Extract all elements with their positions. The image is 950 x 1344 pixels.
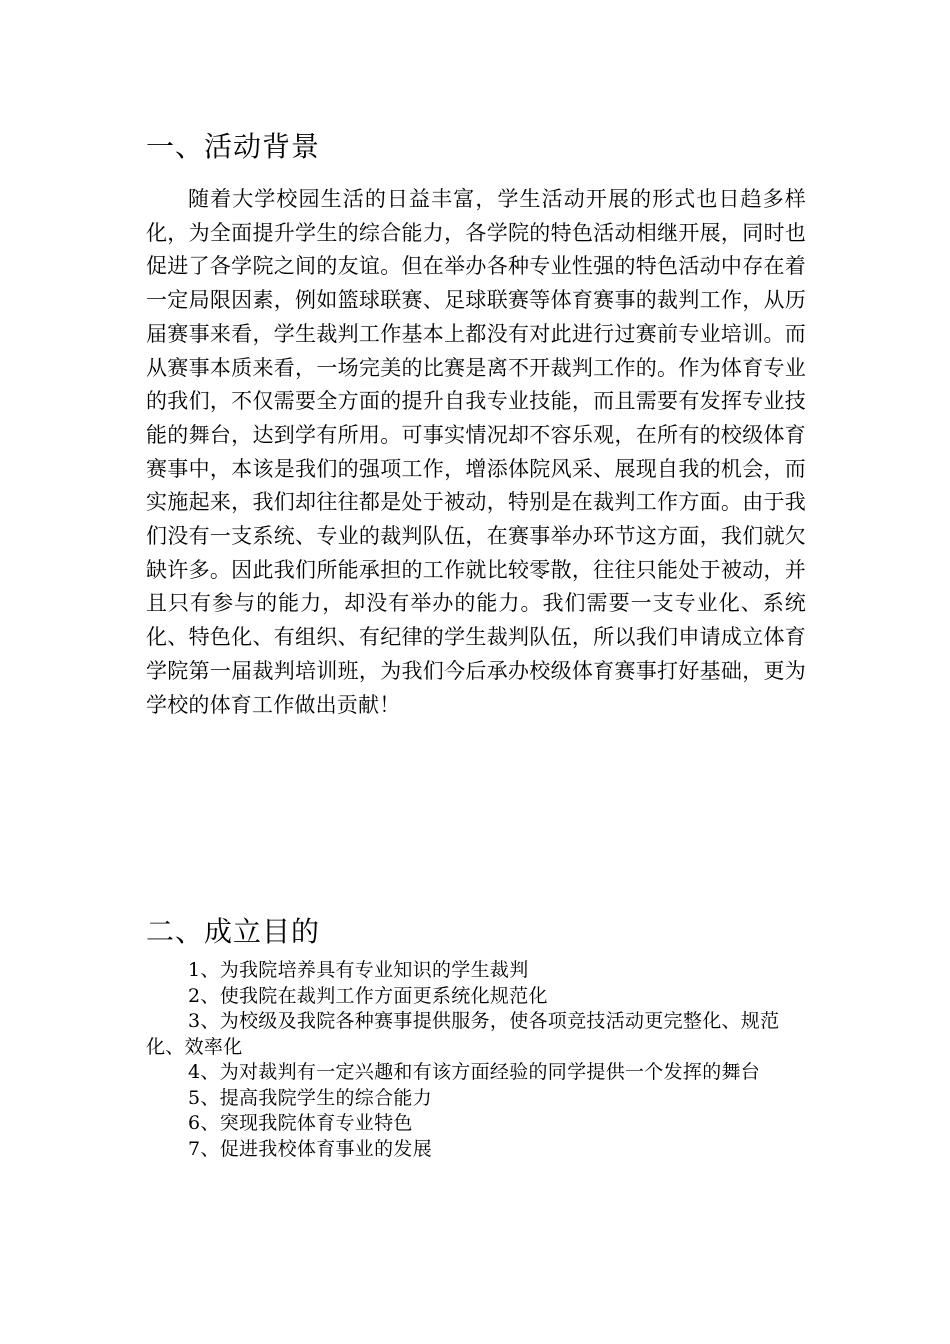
list-item: 6、突现我院体育专业特色 xyxy=(188,1112,413,1134)
purpose-list xyxy=(146,958,806,1162)
section-heading-background: 一、活动背景 xyxy=(146,130,321,163)
list-item: 4、为对裁判有一定兴趣和有该方面经验的同学提供一个发挥的舞台 xyxy=(188,1061,761,1083)
list-item: 1、为我院培养具有专业知识的学生裁判 xyxy=(188,959,529,981)
list-item: 5、提高我院学生的综合能力 xyxy=(188,1086,432,1109)
list-item: 2、使我院在裁判工作方面更系统化规范化 xyxy=(188,984,548,1007)
section-heading-purpose: 二、成立目的 xyxy=(146,915,321,948)
list-item: 3、为校级及我院各种赛事提供服务，使各项竞技活动更完整化、规范化、效率化 xyxy=(146,1010,780,1058)
list-item: 7、促进我校体育事业的发展 xyxy=(188,1137,432,1160)
background-paragraph: 随着大学校园生活的日益丰富，学生活动开展的形式也日趋多样化，为全面提升学生的综合能力，各学院的特色活动相继开展，同时也促进了各学院之间的友谊。但在举办各种专业性强的特色活动中存在着一定局限因素，例如篮球联赛、足球联赛等体育赛事的裁判工作，从历届赛事来看，学生裁判工作基本上都没有对此进行过赛前专业培训。而从赛事本质来看，一场完美的比赛是离不开裁判工作的。作为体育专业的我们，不仅需要全方面的提升自我专业技能，而且需要有发挥专业技能的舞台，达到学有所用。可事实情况却不容乐观，在所有的校级体育赛事中，本该是我们的强项工作，增添体院风采、展现自我的机会，而实施起来，我们却往往都是处于被动，特别是在裁判工作方面。由于我们没有一支系统、专业的裁判队伍，在赛事举办环节这方面，我们就欠缺许多。因此我们所能承担的工作就比较零散，往往只能处于被动，并且只有参与的能力，却没有举办的能力。我们需要一支专业化、系统化、特色化、有组织、有纪律的学生裁判队伍，所以我们申请成立体育学院第一届裁判培训班，为我们今后承办校级体育赛事打好基础，更为学校的体育工作做出贡献！ xyxy=(146,187,806,717)
